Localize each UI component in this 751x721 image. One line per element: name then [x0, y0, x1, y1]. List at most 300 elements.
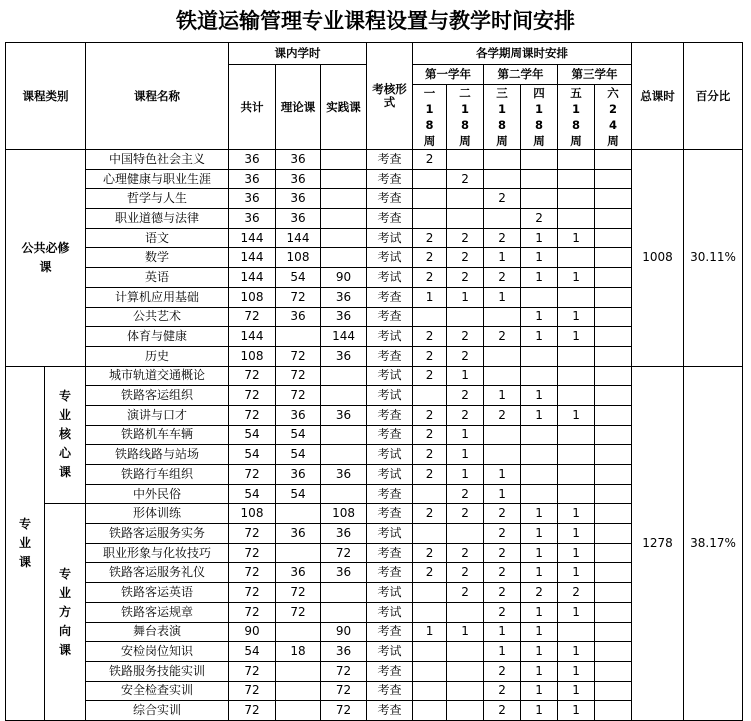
course-practice-hours	[321, 150, 367, 170]
group-major: 专业课	[6, 366, 45, 720]
group-major-direction: 专业方向课	[45, 504, 86, 721]
semester-hours: 1	[558, 681, 595, 701]
semester-hours	[595, 209, 632, 229]
semester-hours	[413, 209, 447, 229]
course-practice-hours: 90	[321, 622, 367, 642]
semester-hours	[595, 268, 632, 288]
course-assessment: 考试	[367, 366, 413, 386]
course-practice-hours: 36	[321, 405, 367, 425]
course-theory-hours: 36	[276, 189, 321, 209]
semester-hours: 1	[447, 287, 484, 307]
course-theory-hours: 36	[276, 169, 321, 189]
semester-hours	[558, 445, 595, 465]
semester-weeks: 18周	[423, 102, 436, 148]
course-assessment: 考试	[367, 524, 413, 544]
semester-hours: 1	[521, 543, 558, 563]
semester-hours	[595, 445, 632, 465]
course-name: 职业形象与化妆技巧	[86, 543, 229, 563]
semester-hours	[413, 661, 447, 681]
semester-number: 三	[496, 86, 508, 100]
semester-hours	[595, 150, 632, 170]
course-total-hours: 72	[229, 681, 276, 701]
course-total-hours: 54	[229, 445, 276, 465]
semester-hours	[595, 169, 632, 189]
semester-hours: 2	[484, 327, 521, 347]
semester-hours	[484, 346, 521, 366]
semester-hours: 1	[484, 386, 521, 406]
course-name: 公共艺术	[86, 307, 229, 327]
major-total-hours: 1278	[632, 366, 684, 720]
semester-header	[595, 85, 632, 150]
course-theory-hours: 54	[276, 425, 321, 445]
course-assessment: 考试	[367, 445, 413, 465]
semester-hours	[413, 701, 447, 721]
course-total-hours: 72	[229, 307, 276, 327]
course-name: 哲学与人生	[86, 189, 229, 209]
table-row	[6, 150, 743, 170]
semester-hours: 2	[484, 405, 521, 425]
course-total-hours: 36	[229, 150, 276, 170]
course-practice-hours	[321, 248, 367, 268]
semester-hours: 2	[484, 602, 521, 622]
course-total-hours: 90	[229, 622, 276, 642]
course-theory-hours: 108	[276, 248, 321, 268]
course-theory-hours	[276, 701, 321, 721]
course-theory-hours	[276, 622, 321, 642]
semester-hours	[595, 248, 632, 268]
semester-hours: 2	[413, 425, 447, 445]
course-name: 计算机应用基础	[86, 287, 229, 307]
course-total-hours: 36	[229, 189, 276, 209]
semester-hours: 2	[413, 366, 447, 386]
semester-hours: 1	[447, 445, 484, 465]
semester-hours	[447, 150, 484, 170]
semester-hours: 1	[484, 642, 521, 662]
semester-hours: 1	[521, 681, 558, 701]
semester-hours	[521, 366, 558, 386]
course-name: 铁路线路与站场	[86, 445, 229, 465]
course-name: 演讲与口才	[86, 405, 229, 425]
semester-hours	[484, 150, 521, 170]
course-name: 心理健康与职业生涯	[86, 169, 229, 189]
semester-hours: 1	[558, 602, 595, 622]
course-practice-hours: 72	[321, 701, 367, 721]
semester-hours: 2	[447, 583, 484, 603]
semester-hours	[595, 307, 632, 327]
semester-hours	[447, 189, 484, 209]
course-practice-hours	[321, 425, 367, 445]
course-practice-hours: 36	[321, 465, 367, 485]
semester-hours: 1	[484, 465, 521, 485]
semester-hours: 1	[558, 268, 595, 288]
course-assessment: 考查	[367, 622, 413, 642]
semester-number: 二	[459, 86, 471, 100]
semester-hours	[413, 681, 447, 701]
semester-hours: 2	[447, 248, 484, 268]
semester-hours	[447, 524, 484, 544]
semester-hours	[595, 228, 632, 248]
course-practice-hours: 72	[321, 543, 367, 563]
course-assessment: 考试	[367, 386, 413, 406]
semester-hours	[595, 583, 632, 603]
semester-hours: 2	[447, 169, 484, 189]
course-name: 铁路行车组织	[86, 465, 229, 485]
semester-hours: 1	[521, 661, 558, 681]
semester-hours	[595, 681, 632, 701]
course-total-hours: 54	[229, 425, 276, 445]
course-assessment: 考查	[367, 346, 413, 366]
header-category: 课程类别	[6, 43, 86, 150]
semester-hours	[521, 445, 558, 465]
course-total-hours: 108	[229, 287, 276, 307]
semester-hours: 2	[447, 327, 484, 347]
course-total-hours: 72	[229, 465, 276, 485]
semester-hours	[413, 524, 447, 544]
semester-weeks: 18周	[496, 102, 508, 148]
course-total-hours: 144	[229, 327, 276, 347]
semester-hours	[558, 189, 595, 209]
semester-hours	[595, 425, 632, 445]
header-assessment: 考核形式	[367, 43, 413, 150]
semester-hours	[595, 366, 632, 386]
course-practice-hours: 108	[321, 504, 367, 524]
semester-hours: 2	[413, 327, 447, 347]
course-practice-hours	[321, 228, 367, 248]
course-total-hours: 72	[229, 563, 276, 583]
course-assessment: 考试	[367, 248, 413, 268]
course-practice-hours	[321, 445, 367, 465]
semester-hours: 1	[521, 701, 558, 721]
course-practice-hours: 36	[321, 287, 367, 307]
semester-header	[447, 85, 484, 150]
semester-hours	[413, 189, 447, 209]
semester-hours: 2	[447, 386, 484, 406]
semester-hours	[595, 622, 632, 642]
public-percentage: 30.11%	[684, 150, 743, 367]
semester-hours	[595, 602, 632, 622]
course-theory-hours: 36	[276, 465, 321, 485]
semester-hours	[413, 602, 447, 622]
curriculum-table	[5, 42, 743, 721]
semester-hours: 1	[484, 484, 521, 504]
semester-hours: 1	[558, 661, 595, 681]
semester-hours: 1	[447, 622, 484, 642]
semester-hours: 1	[558, 327, 595, 347]
semester-hours	[447, 602, 484, 622]
course-name: 体育与健康	[86, 327, 229, 347]
semester-hours	[595, 563, 632, 583]
semester-hours: 2	[484, 189, 521, 209]
course-assessment: 考试	[367, 228, 413, 248]
semester-hours: 2	[484, 563, 521, 583]
semester-hours: 1	[558, 228, 595, 248]
course-name: 中外民俗	[86, 484, 229, 504]
semester-weeks: 24周	[607, 102, 619, 148]
course-assessment: 考试	[367, 465, 413, 485]
semester-hours: 1	[521, 524, 558, 544]
semester-hours: 1	[484, 287, 521, 307]
course-total-hours: 72	[229, 701, 276, 721]
semester-hours: 1	[521, 622, 558, 642]
course-total-hours: 108	[229, 504, 276, 524]
course-name: 安检岗位知识	[86, 642, 229, 662]
semester-hours: 2	[413, 563, 447, 583]
semester-hours: 2	[521, 209, 558, 229]
course-name: 铁路客运服务礼仪	[86, 563, 229, 583]
course-theory-hours: 36	[276, 563, 321, 583]
semester-hours	[595, 386, 632, 406]
semester-hours	[558, 287, 595, 307]
semester-hours	[595, 465, 632, 485]
semester-hours: 2	[413, 150, 447, 170]
semester-hours: 2	[447, 563, 484, 583]
course-name: 综合实训	[86, 701, 229, 721]
course-assessment: 考查	[367, 543, 413, 563]
semester-hours	[595, 484, 632, 504]
semester-hours: 2	[484, 268, 521, 288]
semester-hours	[484, 307, 521, 327]
semester-hours	[558, 366, 595, 386]
course-practice-hours: 72	[321, 661, 367, 681]
semester-hours	[447, 642, 484, 662]
course-name: 铁路客运组织	[86, 386, 229, 406]
semester-hours	[413, 642, 447, 662]
semester-hours: 1	[521, 248, 558, 268]
course-theory-hours: 72	[276, 287, 321, 307]
course-assessment: 考查	[367, 701, 413, 721]
course-theory-hours	[276, 681, 321, 701]
course-assessment: 考试	[367, 327, 413, 347]
semester-hours	[558, 622, 595, 642]
semester-hours: 2	[447, 543, 484, 563]
course-assessment: 考查	[367, 189, 413, 209]
semester-hours	[521, 189, 558, 209]
semester-hours	[595, 504, 632, 524]
course-practice-hours	[321, 169, 367, 189]
semester-hours	[521, 169, 558, 189]
course-assessment: 考试	[367, 602, 413, 622]
course-assessment: 考查	[367, 209, 413, 229]
semester-hours: 1	[447, 366, 484, 386]
semester-hours	[447, 701, 484, 721]
course-name: 舞台表演	[86, 622, 229, 642]
semester-hours: 2	[413, 228, 447, 248]
semester-hours	[413, 583, 447, 603]
course-name: 铁路客运规章	[86, 602, 229, 622]
header-practice: 实践课	[321, 65, 367, 150]
course-name: 英语	[86, 268, 229, 288]
course-assessment: 考查	[367, 150, 413, 170]
semester-hours: 1	[521, 268, 558, 288]
semester-hours	[413, 386, 447, 406]
header-semester-schedule: 各学期周课时安排	[413, 43, 632, 65]
semester-hours: 1	[413, 622, 447, 642]
semester-hours	[521, 150, 558, 170]
course-theory-hours: 18	[276, 642, 321, 662]
semester-header	[558, 85, 595, 150]
course-total-hours: 108	[229, 346, 276, 366]
semester-hours: 1	[521, 307, 558, 327]
course-name: 历史	[86, 346, 229, 366]
course-theory-hours	[276, 504, 321, 524]
course-assessment: 考查	[367, 484, 413, 504]
header-total: 共计	[229, 65, 276, 150]
semester-hours: 1	[521, 642, 558, 662]
semester-hours	[595, 189, 632, 209]
course-theory-hours: 36	[276, 209, 321, 229]
semester-hours: 2	[484, 228, 521, 248]
course-assessment: 考查	[367, 169, 413, 189]
header-theory: 理论课	[276, 65, 321, 150]
semester-hours: 2	[484, 504, 521, 524]
course-practice-hours	[321, 602, 367, 622]
course-total-hours: 144	[229, 268, 276, 288]
semester-hours: 2	[484, 701, 521, 721]
header-year1: 第一学年	[413, 65, 484, 85]
semester-hours	[595, 327, 632, 347]
semester-hours: 2	[413, 248, 447, 268]
semester-hours	[558, 169, 595, 189]
semester-hours	[521, 346, 558, 366]
course-name: 铁路服务技能实训	[86, 661, 229, 681]
course-practice-hours: 90	[321, 268, 367, 288]
semester-hours	[484, 425, 521, 445]
page-title: 铁道运输管理专业课程设置与教学时间安排	[176, 8, 575, 33]
course-theory-hours: 72	[276, 602, 321, 622]
course-total-hours: 72	[229, 661, 276, 681]
semester-number: 四	[533, 86, 545, 100]
header-course-name: 课程名称	[86, 43, 229, 150]
semester-hours: 1	[558, 563, 595, 583]
course-theory-hours	[276, 543, 321, 563]
semester-hours	[484, 169, 521, 189]
semester-hours	[595, 346, 632, 366]
course-name: 职业道德与法律	[86, 209, 229, 229]
semester-hours	[484, 209, 521, 229]
semester-number: 一	[423, 86, 436, 100]
semester-hours	[558, 465, 595, 485]
semester-hours: 2	[484, 583, 521, 603]
semester-hours: 2	[413, 346, 447, 366]
semester-hours: 2	[447, 504, 484, 524]
course-theory-hours: 36	[276, 524, 321, 544]
group-major-core: 专业核心课	[45, 366, 86, 504]
course-assessment: 考查	[367, 405, 413, 425]
header-in-class-hours: 课内学时	[229, 43, 367, 65]
semester-header	[413, 85, 447, 150]
course-theory-hours	[276, 327, 321, 347]
semester-hours: 2	[413, 405, 447, 425]
semester-hours: 1	[558, 405, 595, 425]
semester-hours: 2	[447, 268, 484, 288]
semester-hours	[521, 425, 558, 445]
course-assessment: 考查	[367, 504, 413, 524]
course-practice-hours	[321, 386, 367, 406]
course-practice-hours: 72	[321, 681, 367, 701]
semester-hours	[447, 209, 484, 229]
course-name: 城市轨道交通概论	[86, 366, 229, 386]
course-assessment: 考试	[367, 642, 413, 662]
course-practice-hours: 36	[321, 563, 367, 583]
course-theory-hours: 72	[276, 366, 321, 386]
semester-hours	[413, 484, 447, 504]
course-practice-hours: 144	[321, 327, 367, 347]
semester-hours	[521, 465, 558, 485]
course-total-hours: 72	[229, 583, 276, 603]
semester-hours	[558, 346, 595, 366]
semester-hours: 2	[447, 346, 484, 366]
semester-hours: 2	[447, 228, 484, 248]
semester-hours: 2	[484, 543, 521, 563]
course-total-hours: 72	[229, 386, 276, 406]
semester-hours	[595, 701, 632, 721]
semester-hours: 2	[413, 504, 447, 524]
table-row	[6, 366, 743, 386]
semester-hours	[484, 445, 521, 465]
semester-weeks: 18周	[570, 102, 582, 148]
semester-hours	[447, 661, 484, 681]
semester-hours	[447, 307, 484, 327]
course-total-hours: 54	[229, 484, 276, 504]
course-name: 语文	[86, 228, 229, 248]
course-total-hours: 72	[229, 543, 276, 563]
course-assessment: 考查	[367, 307, 413, 327]
semester-hours: 2	[413, 445, 447, 465]
course-theory-hours: 54	[276, 268, 321, 288]
course-practice-hours	[321, 209, 367, 229]
semester-weeks: 18周	[459, 102, 471, 148]
course-practice-hours	[321, 484, 367, 504]
course-theory-hours: 72	[276, 583, 321, 603]
course-assessment: 考查	[367, 287, 413, 307]
semester-hours	[413, 307, 447, 327]
semester-hours: 2	[558, 583, 595, 603]
course-theory-hours: 36	[276, 307, 321, 327]
course-name: 铁路客运英语	[86, 583, 229, 603]
course-practice-hours	[321, 189, 367, 209]
semester-hours: 1	[558, 524, 595, 544]
course-assessment: 考试	[367, 583, 413, 603]
course-assessment: 考查	[367, 563, 413, 583]
course-assessment: 考查	[367, 681, 413, 701]
semester-hours: 1	[521, 563, 558, 583]
semester-hours: 1	[558, 543, 595, 563]
course-practice-hours: 36	[321, 642, 367, 662]
course-theory-hours: 72	[276, 346, 321, 366]
course-total-hours: 54	[229, 642, 276, 662]
header-percentage: 百分比	[684, 43, 743, 150]
semester-hours: 2	[447, 484, 484, 504]
semester-hours: 1	[413, 287, 447, 307]
public-total-hours: 1008	[632, 150, 684, 367]
semester-hours: 2	[413, 268, 447, 288]
course-practice-hours: 36	[321, 524, 367, 544]
header-total-hours: 总课时	[632, 43, 684, 150]
semester-hours: 2	[447, 405, 484, 425]
semester-hours: 1	[521, 504, 558, 524]
semester-hours	[595, 642, 632, 662]
header-year3: 第三学年	[558, 65, 632, 85]
course-total-hours: 72	[229, 366, 276, 386]
semester-hours	[595, 524, 632, 544]
course-practice-hours	[321, 583, 367, 603]
semester-hours	[484, 366, 521, 386]
semester-hours: 2	[484, 681, 521, 701]
semester-hours	[558, 386, 595, 406]
semester-header	[484, 85, 521, 150]
course-theory-hours: 72	[276, 386, 321, 406]
course-theory-hours: 54	[276, 445, 321, 465]
